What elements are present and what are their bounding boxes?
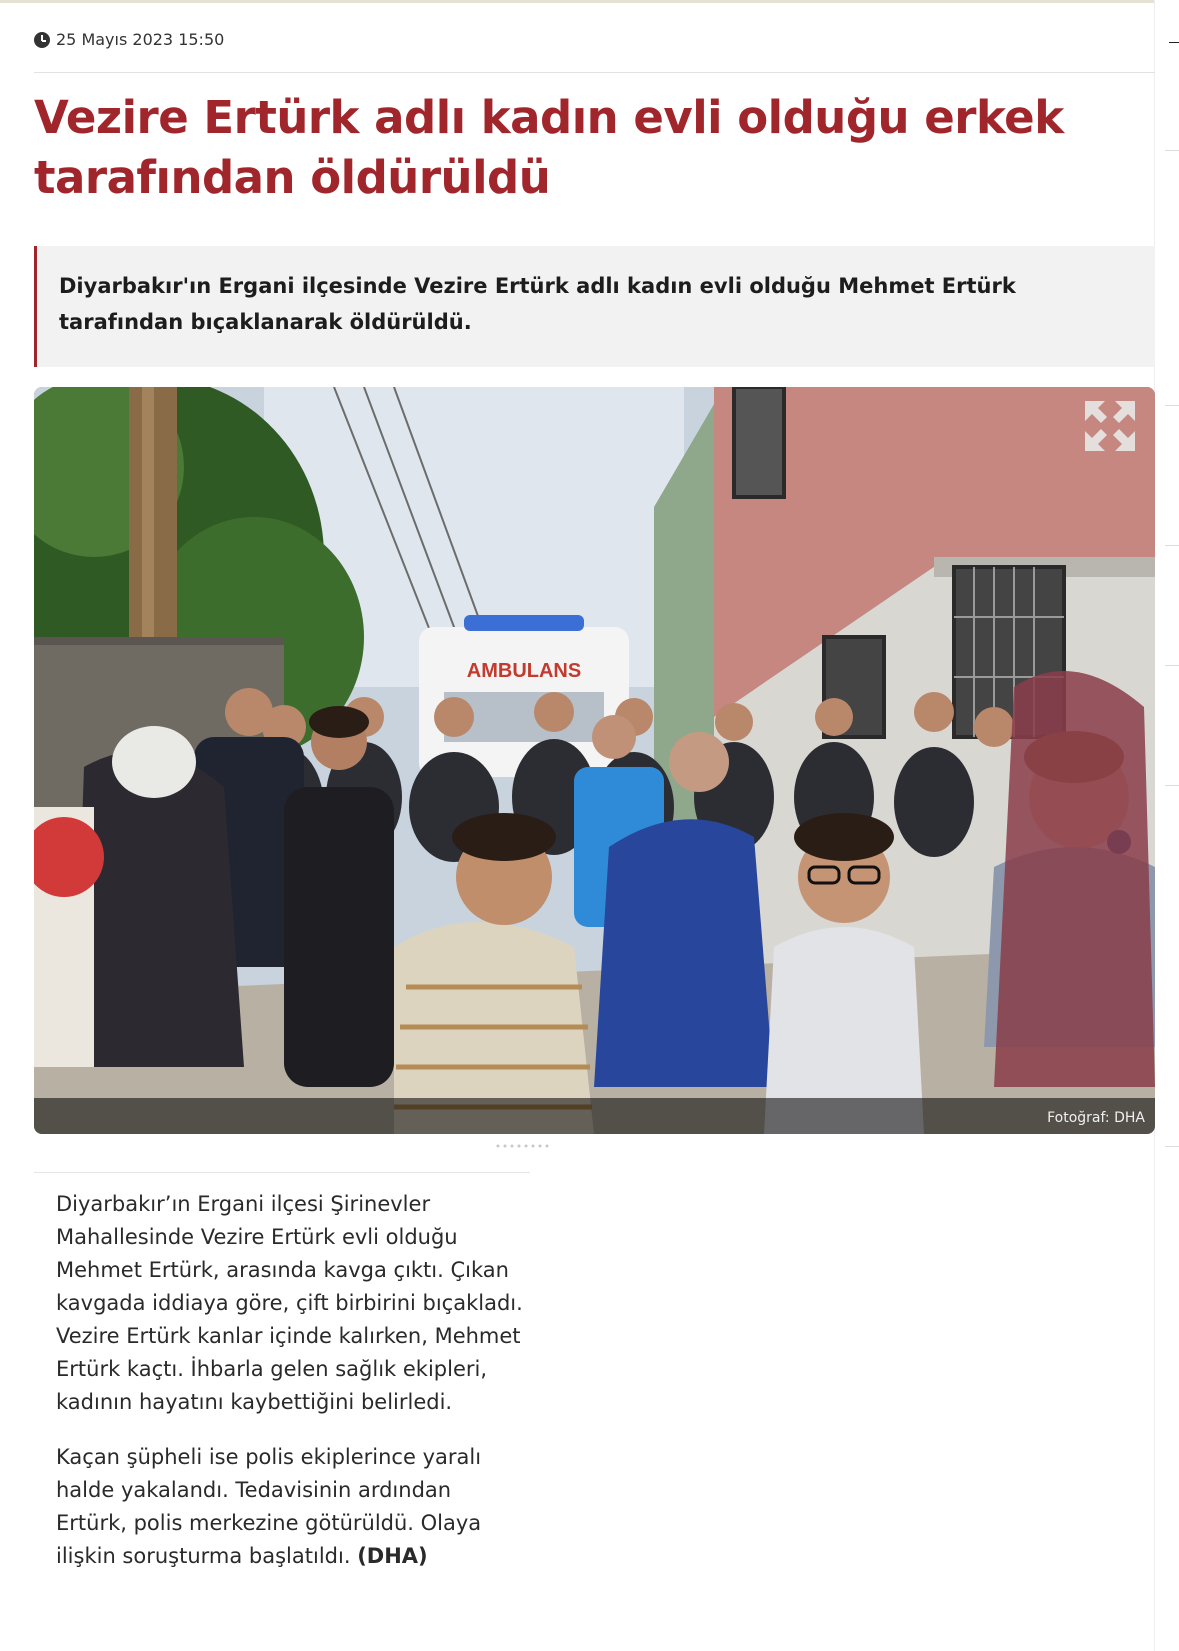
article-title: Vezire Ertürk adlı kadın evli olduğu erkek tarafından öldürüldü (34, 91, 1064, 204)
right-scroll-strip (1154, 0, 1179, 1651)
photo-credit: Fotoğraf: DHA (1047, 1110, 1145, 1126)
strip-mark (1165, 785, 1179, 786)
top-border (0, 0, 1179, 3)
paragraph-text: Kaçan şüpheli ise polis ekiplerince yaralı halde yakalandı. Tedavisinin ardından Ertürk, polis merkezine götürüldü. Olaya ilişkin soruşturma başlatıldı. (56, 1445, 482, 1568)
photo-caption-bar (34, 1098, 1155, 1134)
paragraph (56, 1441, 526, 1573)
strip-mark (1165, 405, 1179, 406)
article-body (56, 1188, 526, 1595)
article-meta (34, 30, 224, 49)
paragraph: Diyarbakır’ın Ergani ilçesi Şirinevler Mahallesinde Vezire Ertürk evli olduğu Mehmet Ertürk, arasında kavga çıktı. Çıkan kavgada iddiaya göre, çift birbirini bıçakladı. Vezire Ertürk kanlar içinde kalırken, Mehmet Ertürk kaçtı. İhbarla gelen sağlık ekipleri, kadının hayatını kaybettiğini belirledi. (56, 1192, 523, 1414)
expand-icon[interactable] (1081, 397, 1139, 455)
summary-text: Diyarbakır'ın Ergani ilçesinde Vezire Ertürk adlı kadın evli olduğu Mehmet Ertürk tarafından bıçaklanarak öldürüldü. (59, 274, 1016, 334)
pagination-dots (494, 1144, 552, 1148)
divider (34, 1172, 530, 1173)
clock-icon (34, 32, 50, 48)
strip-mark (1169, 42, 1179, 43)
ambulance-sign: AMBULANS (466, 660, 582, 682)
divider (34, 72, 1155, 73)
strip-mark (1165, 665, 1179, 666)
publish-date: 25 Mayıs 2023 15:50 (56, 30, 225, 49)
strip-mark (1165, 545, 1179, 546)
article-summary (34, 246, 1155, 367)
article-photo[interactable] (34, 387, 1155, 1134)
strip-mark (1165, 1146, 1179, 1147)
source-tag: (DHA) (357, 1544, 428, 1568)
strip-mark (1165, 150, 1179, 151)
photo-illustration (34, 387, 1155, 1134)
